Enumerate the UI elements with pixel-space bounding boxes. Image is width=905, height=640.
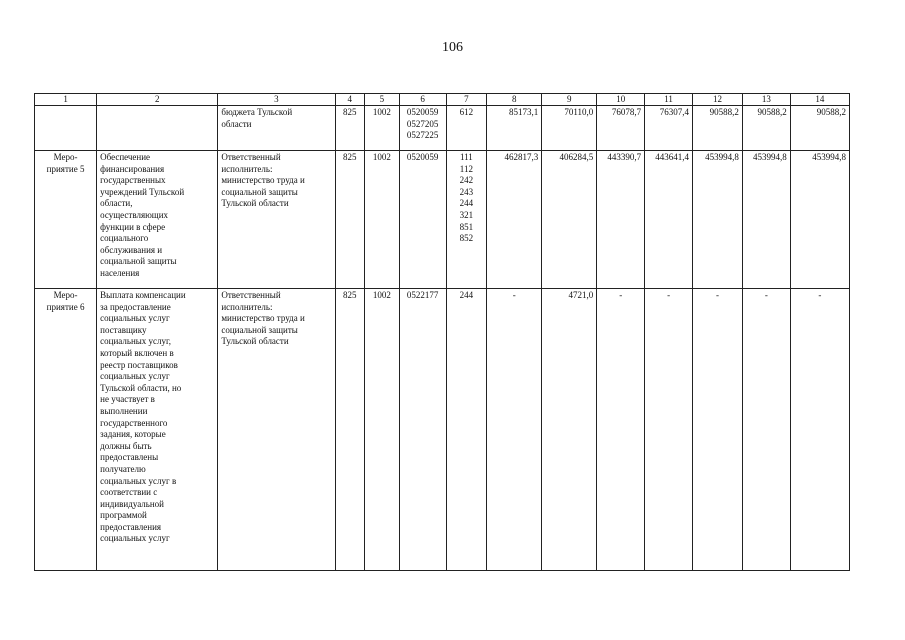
- column-header: 3: [218, 94, 335, 106]
- column-header: 8: [487, 94, 542, 106]
- code-cell: [446, 106, 487, 151]
- description-line: индивидуальной: [100, 498, 164, 509]
- description-line: Выплата компенсации: [100, 290, 186, 300]
- value-cell: 70110,0: [542, 106, 597, 151]
- description-line: за предоставление: [100, 301, 171, 312]
- description-line: реестр поставщиков: [100, 359, 178, 370]
- value-cell: 453994,8: [693, 151, 743, 289]
- code-cell: 825: [335, 151, 365, 289]
- code-cell: [446, 151, 487, 289]
- column-header: 2: [97, 94, 218, 106]
- table-row: [35, 106, 850, 151]
- code-cell: 1002: [365, 289, 400, 571]
- description-cell: [97, 151, 218, 289]
- value-cell: 4721,0: [542, 289, 597, 571]
- description-line: социальной защиты: [100, 256, 177, 267]
- description-line: соответствии с: [100, 487, 158, 498]
- code-line: 0527205: [406, 118, 439, 129]
- code-line: 0520059: [406, 152, 439, 162]
- value-cell: 406284,5: [542, 151, 597, 289]
- event-label: Меро-: [53, 152, 78, 162]
- executor-line: Ответственный: [221, 290, 281, 300]
- description-cell: [97, 106, 218, 151]
- table-row: [35, 151, 850, 289]
- code-cell: [446, 289, 487, 571]
- executor-line: Тульской области: [221, 336, 289, 347]
- header-row: [35, 94, 850, 106]
- event-label: Меро-: [53, 290, 78, 300]
- value-cell: 76078,7: [597, 106, 645, 151]
- value-cell: 90588,2: [693, 106, 743, 151]
- code-line: 243: [459, 186, 474, 197]
- description-line: задания, которые: [100, 429, 166, 440]
- column-header: 14: [790, 94, 849, 106]
- event-label: приятие 5: [46, 163, 85, 174]
- description-line: государственных: [100, 175, 166, 186]
- description-line: социальных услуг в: [100, 475, 177, 486]
- column-header: 4: [335, 94, 365, 106]
- description-line: социального: [100, 233, 149, 244]
- description-line: социальных услуг: [100, 371, 170, 382]
- description-line: который включен в: [100, 347, 174, 358]
- value-cell: -: [790, 289, 849, 571]
- value-cell: 462817,3: [487, 151, 542, 289]
- column-header: 6: [399, 94, 446, 106]
- event-cell: [35, 289, 97, 571]
- executor-cell: [218, 151, 335, 289]
- code-line: 244: [459, 198, 474, 209]
- executor-line: Тульской области: [221, 198, 289, 209]
- description-line: не участвует в: [100, 394, 155, 405]
- description-line: выполнении: [100, 405, 148, 416]
- code-line: 244: [459, 290, 474, 300]
- code-line: 612: [459, 107, 474, 117]
- description-line: должны быть: [100, 440, 152, 451]
- budget-table: [34, 93, 850, 571]
- column-header: 9: [542, 94, 597, 106]
- column-header: 7: [446, 94, 487, 106]
- description-line: предоставлены: [100, 452, 159, 463]
- executor-line: социальной защиты: [221, 186, 298, 197]
- executor-line: Ответственный: [221, 152, 281, 162]
- executor-line: министерство труда и: [221, 175, 305, 186]
- code-cell: 1002: [365, 151, 400, 289]
- code-line: 242: [459, 175, 474, 186]
- value-cell: 443641,4: [645, 151, 693, 289]
- value-cell: -: [742, 289, 790, 571]
- value-cell: -: [487, 289, 542, 571]
- column-header: 12: [693, 94, 743, 106]
- event-label: приятие 6: [46, 301, 85, 312]
- code-cell: 825: [335, 289, 365, 571]
- code-cell: [399, 289, 446, 571]
- value-cell: -: [597, 289, 645, 571]
- value-cell: 85173,1: [487, 106, 542, 151]
- column-header: 10: [597, 94, 645, 106]
- event-cell: [35, 151, 97, 289]
- code-cell: 1002: [365, 106, 400, 151]
- description-line: обслуживания и: [100, 244, 163, 255]
- value-cell: 76307,4: [645, 106, 693, 151]
- value-cell: -: [693, 289, 743, 571]
- code-line: 112: [459, 163, 473, 174]
- code-cell: 825: [335, 106, 365, 151]
- description-line: социальных услуг,: [100, 336, 171, 347]
- event-cell: [35, 106, 97, 151]
- description-cell: [97, 289, 218, 571]
- description-line: получателю: [100, 463, 146, 474]
- executor-line: социальной защиты: [221, 324, 298, 335]
- column-header: 5: [365, 94, 400, 106]
- column-header: 11: [645, 94, 693, 106]
- description-line: государственного: [100, 417, 168, 428]
- value-cell: 90588,2: [790, 106, 849, 151]
- executor-cell: [218, 106, 335, 151]
- value-cell: 90588,2: [742, 106, 790, 151]
- code-line: 111: [459, 152, 473, 162]
- executor-line: области: [221, 118, 252, 129]
- description-line: поставщику: [100, 324, 147, 335]
- executor-line: бюджета Тульской: [221, 107, 293, 117]
- value-cell: -: [645, 289, 693, 571]
- value-cell: 453994,8: [742, 151, 790, 289]
- description-line: области,: [100, 198, 133, 209]
- description-line: социальных услуг: [100, 533, 170, 544]
- description-line: финансирования: [100, 163, 165, 174]
- page-number: 106: [442, 40, 463, 55]
- code-line: 0522177: [406, 290, 439, 300]
- executor-line: исполнитель:: [221, 301, 273, 312]
- code-line: 851: [459, 221, 474, 232]
- table-row: [35, 289, 850, 571]
- code-line: 0527225: [406, 130, 439, 141]
- description-line: населения: [100, 267, 140, 278]
- column-header: 13: [742, 94, 790, 106]
- executor-line: исполнитель:: [221, 163, 273, 174]
- value-cell: 443390,7: [597, 151, 645, 289]
- description-line: учреждений Тульской: [100, 186, 185, 197]
- code-cell: [399, 106, 446, 151]
- description-line: программой: [100, 510, 147, 521]
- description-line: осуществляющих: [100, 209, 169, 220]
- code-line: 0520059: [406, 107, 439, 117]
- code-line: 852: [459, 233, 474, 244]
- column-header: 1: [35, 94, 97, 106]
- description-line: функции в сфере: [100, 221, 166, 232]
- code-cell: [399, 151, 446, 289]
- code-line: 321: [459, 209, 474, 220]
- value-cell: 453994,8: [790, 151, 849, 289]
- description-line: социальных услуг: [100, 313, 170, 324]
- description-line: Тульской области, но: [100, 382, 182, 393]
- executor-cell: [218, 289, 335, 571]
- description-line: Обеспечение: [100, 152, 151, 162]
- executor-line: министерство труда и: [221, 313, 305, 324]
- description-line: предоставления: [100, 521, 162, 532]
